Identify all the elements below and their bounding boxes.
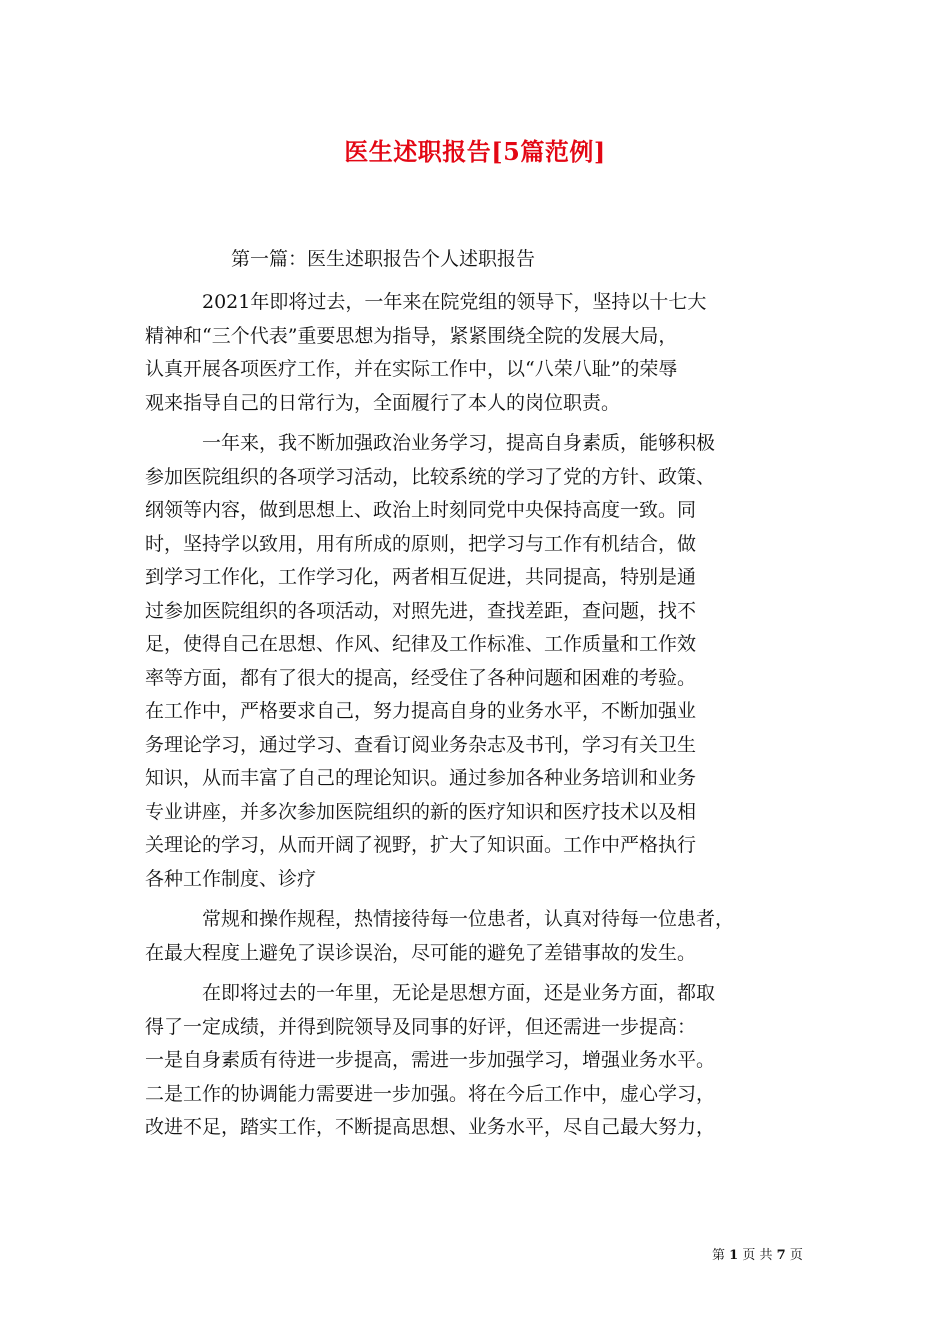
text-line: 2021年即将过去，一年来在院党组的领导下，坚持以十七大: [202, 291, 707, 313]
text-line: 到学习工作化，工作学习化，两者相互促进，共同提高，特别是通: [145, 566, 697, 588]
text-line: 精神和“三个代表”重要思想为指导，紧紧围绕全院的发展大局，: [145, 324, 678, 347]
text-line: 过参加医院组织的各项活动，对照先进，查找差距，查问题，找不: [145, 599, 697, 622]
text-line: 关理论的学习，从而开阔了视野，扩大了知识面。工作中严格执行: [145, 834, 697, 856]
text-line: 纲领等内容，做到思想上、政治上时刻同党中央保持高度一致。同: [145, 499, 697, 521]
text-line: 二是工作的协调能力需要进一步加强。将在今后工作中，虚心学习，: [145, 1082, 716, 1105]
footer-prefix: 第: [712, 1248, 726, 1263]
text-line: 率等方面，都有了很大的提高，经受住了各种问题和困难的考验。: [145, 666, 697, 689]
text-line: 在即将过去的一年里，无论是思想方面，还是业务方面，都取: [202, 982, 716, 1004]
text-line: 常规和操作规程，热情接待每一位患者，认真对待每一位患者，: [202, 908, 735, 930]
text-line: 参加医院组织的各项学习活动，比较系统的学习了党的方针、政策、: [145, 465, 716, 488]
text-line: 足，使得自己在思想、作风、纪律及工作标准、工作质量和工作效: [145, 633, 697, 655]
text-line: 专业讲座，并多次参加医院组织的新的医疗知识和医疗技术以及相: [145, 800, 697, 823]
page-footer: [712, 1244, 803, 1263]
text-line: 务理论学习，通过学习、查看订阅业务杂志及书刊，学习有关卫生: [145, 733, 697, 756]
text-line: 一是自身素质有待进一步提高，需进一步加强学习，增强业务水平。: [145, 1049, 716, 1071]
total-page-count: 7: [776, 1248, 786, 1263]
text-line: 知识，从而丰富了自己的理论知识。通过参加各种业务培训和业务: [145, 767, 697, 789]
text-line: 时，坚持学以致用，用有所成的原则，把学习与工作有机结合，做: [145, 532, 697, 555]
section-heading: 第一篇：医生述职报告个人述职报告: [231, 248, 536, 270]
body-text: [145, 286, 815, 1145]
footer-suffix: 页: [789, 1248, 803, 1263]
text-line: 改进不足，踏实工作，不断提高思想、业务水平，尽自己最大努力，: [145, 1116, 716, 1138]
document-title: 医生述职报告[5篇范例]: [344, 137, 606, 166]
text-line: 在最大程度上避免了误诊误治，尽可能的避免了差错事故的发生。: [145, 941, 697, 964]
text-line: 观来指导自己的日常行为，全面履行了本人的岗位职责。: [145, 391, 621, 414]
current-page-number: 1: [729, 1248, 739, 1263]
footer-middle: 页 共: [742, 1248, 773, 1263]
text-line: 各种工作制度、诊疗: [145, 867, 317, 890]
text-line: 认真开展各项医疗工作，并在实际工作中，以“八荣八耻”的荣辱: [145, 358, 678, 380]
text-line: 在工作中，严格要求自己，努力提高自身的业务水平，不断加强业: [145, 700, 697, 722]
text-line: 一年来，我不断加强政治业务学习，提高自身素质，能够积极: [202, 432, 716, 454]
text-line: 得了一定成绩，并得到院领导及同事的好评，但还需进一步提高：: [145, 1015, 697, 1038]
